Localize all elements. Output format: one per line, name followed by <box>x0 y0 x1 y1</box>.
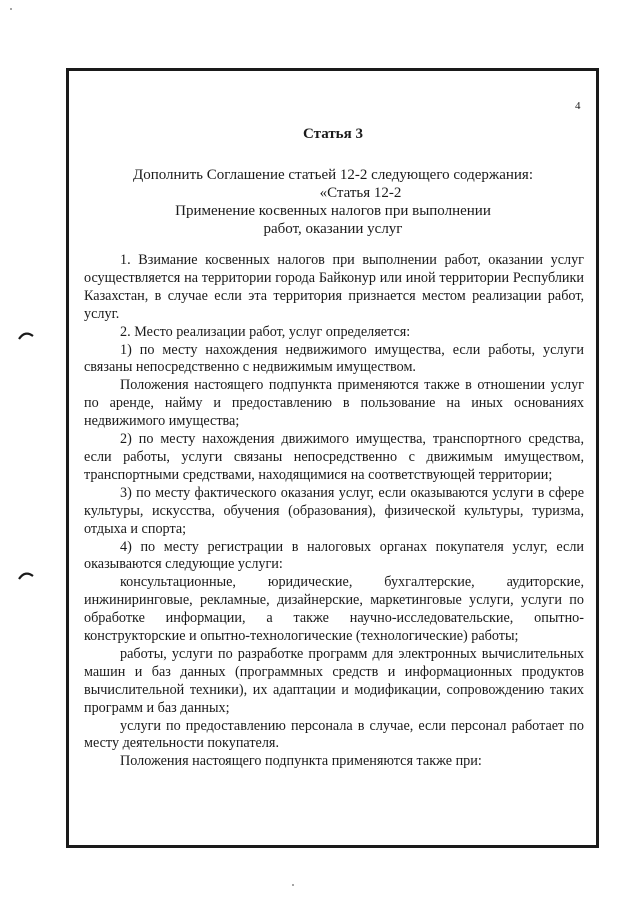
paragraph: работы, услуги по разработке программ для электронных вычислительных машин и баз данных (программных средств и информационных продуктов вычислительной техники), их адаптации и модификации, сопровождению таких программ и баз данных; <box>84 645 584 716</box>
binding-hole-mark <box>18 570 34 580</box>
paragraph: консультационные, юридические, бухгалтерские, аудиторские, инжиниринговые, рекламные, дизайнерские, маркетинговые услуги, услуги по обработке информации, а также научно-исследовательские, опытно-конструкторские и опытно-технологические (технологические) работы; <box>84 574 584 645</box>
paragraph: 2. Место реализации работ, услуг определяется: <box>120 323 411 340</box>
paragraph: услуги по предоставлению персонала в случае, если персонал работает по месту деятельности покупателя. <box>84 717 584 752</box>
paragraph: Положения настоящего подпункта применяются также при: <box>120 753 482 770</box>
paragraph: 1. Взимание косвенных налогов при выполнении работ, оказании услуг осуществляется на территории города Байконур или иной территории Республики Казахстан, в случае если эта территория признается местом реализации работ, услуг. <box>84 252 584 322</box>
binding-hole-mark <box>18 330 34 340</box>
scan-speck <box>10 8 12 10</box>
article-intro <box>68 166 598 238</box>
paragraph: 1) по месту нахождения недвижимого имущества, если работы, услуги связаны непосредственно с недвижимым имуществом. <box>84 341 584 376</box>
intro-line: Дополнить Соглашение статьей 12-2 следующего содержания: <box>132 167 534 183</box>
quoted-article-title: «Статья 12-2 <box>319 185 402 201</box>
article-heading: Статья 3 <box>303 126 363 142</box>
paragraph: 4) по месту регистрации в налоговых органах покупателя услуг, если оказываются следующие услуги: <box>84 538 584 573</box>
paragraph: Положения настоящего подпункта применяются также в отношении услуг по аренде, найму и предоставлению в пользование на иных основаниях недвижимого имущества; <box>84 377 584 430</box>
paragraph: 2) по месту нахождения движимого имущества, транспортного средства, если работы, услуги связаны непосредственно с движимым имуществом, транспортными средствами, находящимися на соответствующей территории; <box>84 431 584 483</box>
scan-speck <box>292 884 294 886</box>
paragraph: 3) по месту фактического оказания услуг, если оказываются услуги в сфере культуры, искусства, обучения (образования), физической культуры, туризма, отдыха и спорта; <box>84 484 584 537</box>
quoted-article-subtitle: Применение косвенных налогов при выполнении <box>175 203 491 219</box>
page-number: 4 <box>575 100 581 112</box>
quoted-article-subtitle-2: работ, оказании услуг <box>263 221 403 237</box>
article-body <box>84 252 584 771</box>
